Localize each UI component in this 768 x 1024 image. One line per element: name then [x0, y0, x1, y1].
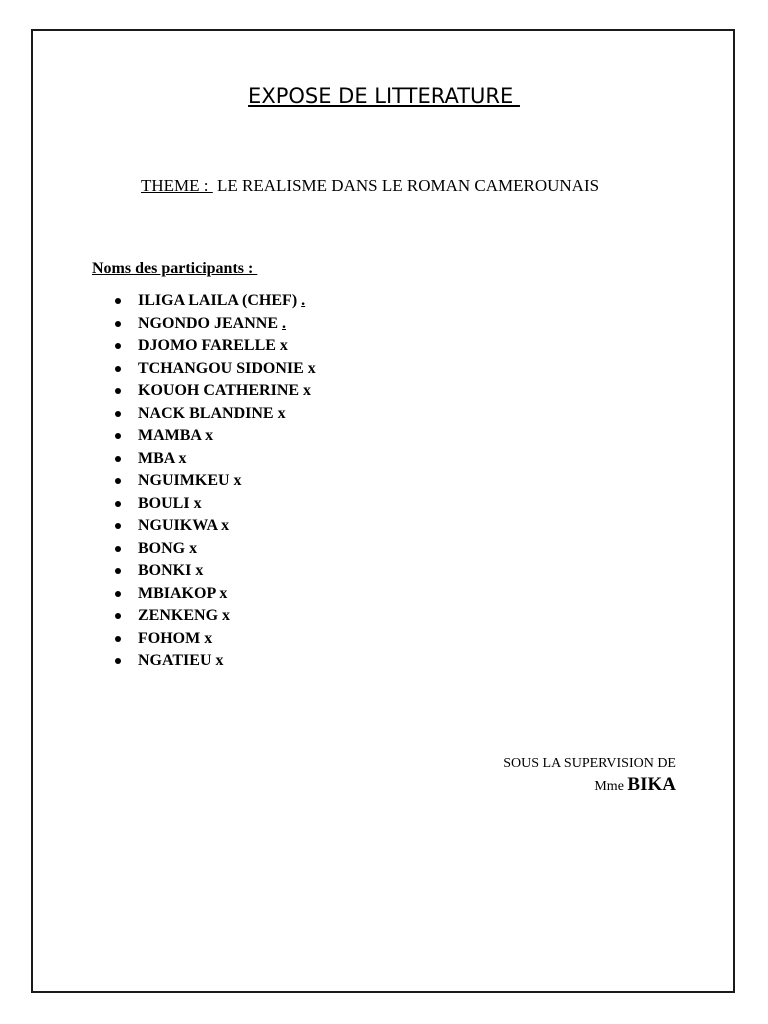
participant-item — [138, 650, 316, 673]
supervision-label: SOUS LA SUPERVISION DE — [503, 756, 676, 771]
participant-name: ZENKENG x — [138, 607, 231, 624]
participant-item — [138, 605, 316, 628]
participant-name: MBA x — [138, 449, 187, 467]
participant-name: NGUIMKEU x — [138, 472, 242, 489]
participant-name: NACK BLANDINE x — [138, 404, 286, 422]
participant-item — [138, 628, 316, 651]
participant-name: BONKI x — [138, 562, 204, 579]
participant-item — [138, 560, 316, 583]
participant-name: BONG x — [138, 539, 198, 557]
participant-name: TCHANGOU SIDONIE x — [138, 359, 316, 377]
participant-item — [138, 470, 316, 493]
participant-name: NGATIEU x — [138, 652, 224, 669]
participant-item — [138, 425, 316, 448]
participant-item — [138, 515, 316, 538]
theme-label: THEME : — [141, 176, 213, 195]
participant-item — [138, 358, 316, 381]
document-title — [0, 84, 768, 108]
participants-heading: Noms des participants : — [92, 260, 258, 277]
supervisor-name — [503, 774, 676, 796]
participants-list — [138, 290, 316, 673]
participant-item — [138, 493, 316, 516]
participant-item — [138, 380, 316, 403]
document-title-text: EXPOSE DE LITTERATURE — [248, 84, 520, 108]
participant-item — [138, 538, 316, 561]
theme-text: LE REALISME DANS LE ROMAN CAMEROUNAIS — [212, 176, 600, 195]
participant-item — [138, 313, 316, 336]
participant-name: ILIGA LAILA (CHEF) — [138, 292, 302, 309]
participant-name: NGUIKWA x — [138, 517, 230, 534]
participant-name: BOULI x — [138, 494, 202, 512]
participant-name: NGONDO JEANNE — [138, 314, 283, 332]
participant-item — [138, 448, 316, 471]
participant-mark: . — [282, 314, 287, 332]
participant-name: FOHOM x — [138, 629, 213, 647]
participant-item — [138, 290, 316, 313]
participant-item — [138, 335, 316, 358]
theme-line — [141, 176, 599, 196]
participant-item — [138, 583, 316, 606]
supervision-block — [503, 756, 676, 796]
participant-name: MAMBA x — [138, 427, 214, 444]
supervisor-title: Mme — [594, 779, 628, 794]
participant-item — [138, 403, 316, 426]
participant-name: MBIAKOP x — [138, 584, 228, 602]
participant-name: DJOMO FARELLE x — [138, 337, 288, 354]
participant-name: KOUOH CATHERINE x — [138, 382, 312, 399]
page-border — [31, 29, 735, 993]
participant-mark: . — [301, 292, 306, 309]
supervisor-surname: BIKA — [627, 774, 676, 795]
